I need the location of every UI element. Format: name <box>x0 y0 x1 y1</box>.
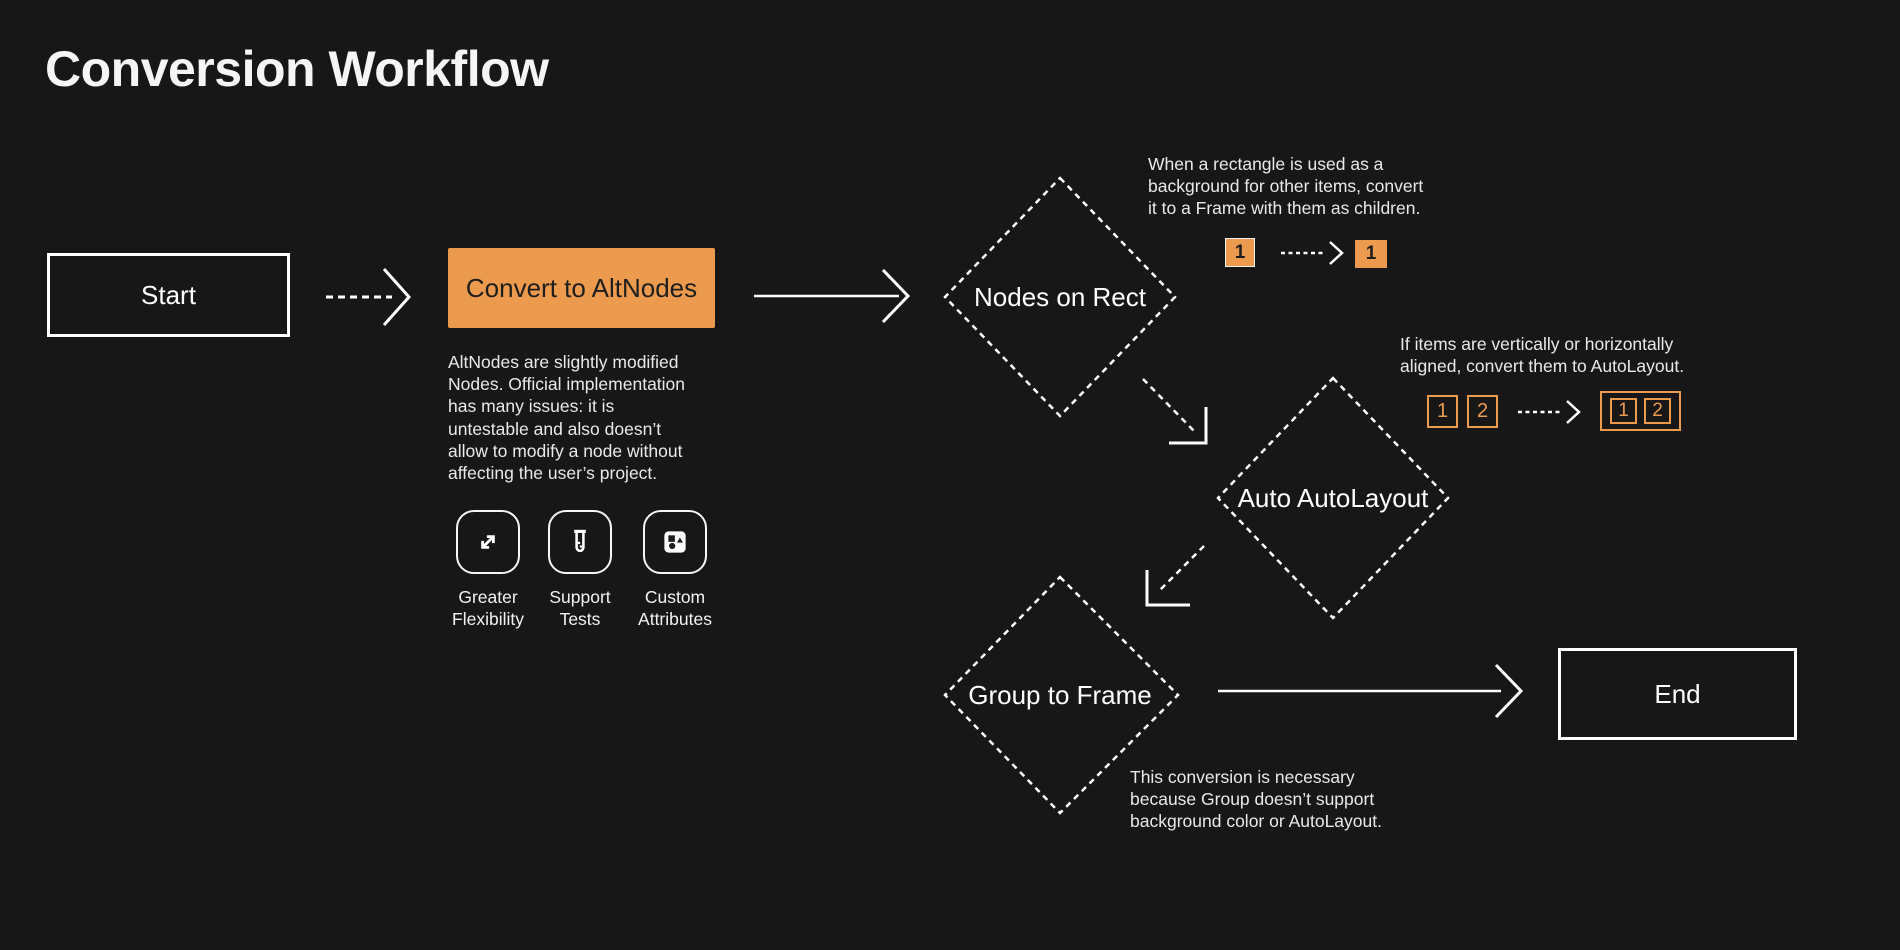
arrow-autolayout-example <box>1518 401 1579 423</box>
arrow-convert-to-nodes-on-rect <box>754 270 908 322</box>
altnodes-description <box>448 351 685 484</box>
nodes-on-rect-annotation: When a rectangle is used as a background for other items, convert it to a Frame with them as children. <box>1148 154 1424 219</box>
description-line: untestable and also doesn’t <box>448 418 662 439</box>
description-line: affecting the user’s project. <box>448 463 658 484</box>
arrow-rect-example <box>1281 242 1342 264</box>
arrow-autolayout-to-group <box>1147 546 1204 605</box>
description-line: allow to modify a node without <box>448 440 683 461</box>
group-to-frame-annotation: This conversion is necessary because Group doesn’t support background color or AutoLayout. <box>1130 767 1382 832</box>
autolayout-example-after-badge-1: 1 <box>1610 398 1637 424</box>
autolayout-annotation: If items are vertically or horizontally aligned, convert them to AutoLayout. <box>1400 334 1685 377</box>
expand-arrows-icon <box>456 510 520 574</box>
description-line: Nodes. Official implementation <box>448 374 686 395</box>
feature-label: Custom Attributes <box>638 587 712 629</box>
arrow-start-to-convert <box>326 269 409 325</box>
page-title: Conversion Workflow <box>45 41 549 97</box>
start-node: Start <box>47 253 290 337</box>
rect-example-after-badge: 1 <box>1355 240 1387 268</box>
auto-autolayout-label: Auto AutoLayout <box>1237 482 1429 513</box>
nodes-on-rect-label: Nodes on Rect <box>974 281 1146 312</box>
autolayout-example-after-frame <box>1600 391 1681 431</box>
autolayout-example-before-badge-1: 1 <box>1427 395 1458 428</box>
end-node: End <box>1558 648 1797 740</box>
description-line: has many issues: it is <box>448 396 615 417</box>
feature-label: Support Tests <box>549 587 611 629</box>
autolayout-example-before-badge-2: 2 <box>1467 395 1498 428</box>
test-tube-icon <box>548 510 612 574</box>
convert-to-altnodes-node: Convert to AltNodes <box>448 248 715 328</box>
description-line: AltNodes are slightly modified <box>448 352 679 372</box>
feature-custom-attributes <box>615 510 735 630</box>
arrow-group-to-end <box>1218 665 1521 717</box>
rect-example-before-badge: 1 <box>1225 238 1255 267</box>
shapes-icon <box>643 510 707 574</box>
feature-label: Greater Flexibility <box>452 587 524 629</box>
group-to-frame-label: Group to Frame <box>968 679 1152 710</box>
autolayout-example-after-badge-2: 2 <box>1644 398 1671 424</box>
arrow-nodes-to-autolayout <box>1143 379 1206 443</box>
